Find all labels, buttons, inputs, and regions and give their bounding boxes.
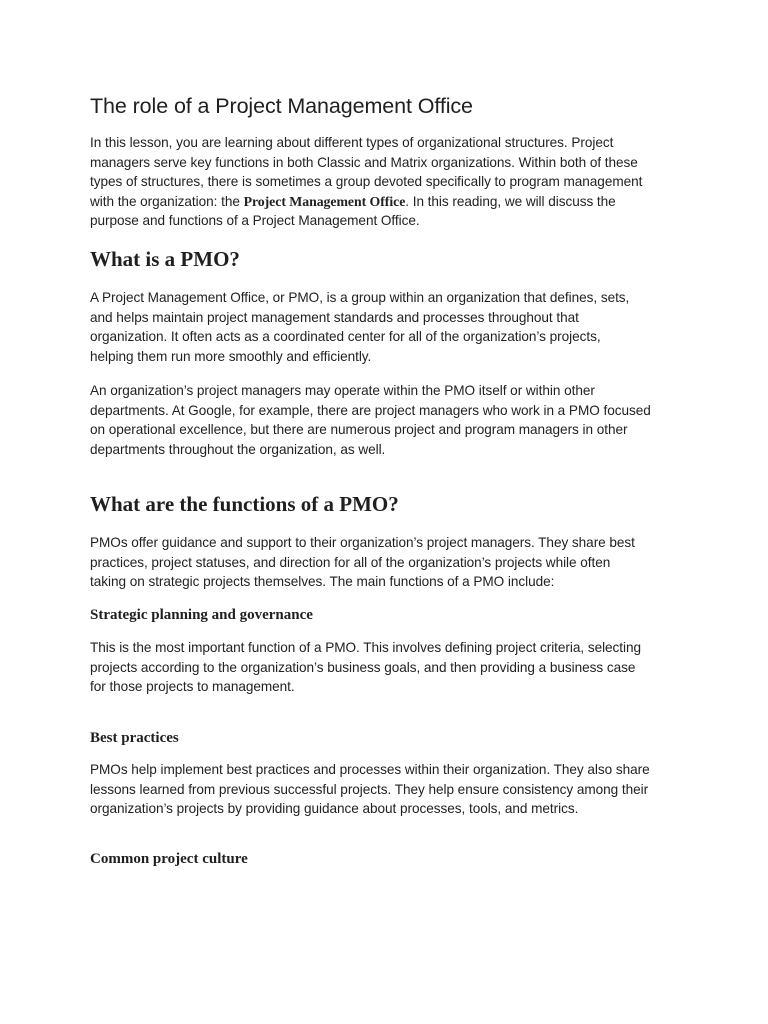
- strategic-planning-paragraph: [90, 638, 680, 697]
- paragraph-line: taking on strategic projects themselves. The main functions of a PMO include:: [90, 574, 555, 590]
- intro-line: [90, 192, 680, 212]
- paragraph-line: PMOs offer guidance and support to their organization’s project managers. They share best: [90, 535, 635, 550]
- intro-text: . In this reading, we will discuss the: [405, 193, 616, 209]
- paragraph-line: departments throughout the organization, as well.: [90, 441, 386, 457]
- intro-line: managers serve key functions in both Classic and Matrix organizations. Within both of these: [90, 154, 638, 170]
- paragraph-line: PMOs help implement best practices and processes within their organization. They also share: [90, 762, 650, 777]
- strategic-planning-heading: Strategic planning and governance: [90, 607, 313, 623]
- intro-line: In this lesson, you are learning about different types of organizational structures. Project: [90, 135, 614, 150]
- paragraph-line: projects according to the organization’s business goals, and then providing a business case: [90, 659, 636, 675]
- page-title: The role of a Project Management Office: [90, 94, 473, 118]
- paragraph-line: on operational excellence, but there are numerous project and program managers in other: [90, 422, 628, 438]
- intro-text: with the organization: the: [90, 193, 244, 209]
- paragraph-line: lessons learned from previous successful projects. They help ensure consistency among their: [90, 781, 649, 797]
- paragraph-line: for those projects to management.: [90, 679, 295, 695]
- paragraph-line: departments. At Google, for example, there are project managers who work in a PMO focused: [90, 402, 651, 418]
- common-culture-heading: Common project culture: [90, 851, 248, 867]
- paragraph-line: organization. It often acts as a coordinated center for all of the organization’s projects,: [90, 329, 601, 345]
- paragraph-line: practices, project statuses, and direction for all of the organization’s projects while often: [90, 554, 611, 570]
- functions-intro-paragraph: [90, 533, 680, 592]
- best-practices-paragraph: [90, 760, 680, 819]
- pmo-managers-paragraph: [90, 381, 680, 459]
- pmo-bold-term: Project Management Office: [243, 193, 406, 209]
- paragraph-line: organization’s projects by providing guidance about processes, tools, and metrics.: [90, 801, 579, 817]
- paragraph-line: and helps maintain project management standards and processes throughout that: [90, 309, 579, 325]
- functions-heading: What are the functions of a PMO?: [90, 492, 399, 516]
- paragraph-line: A Project Management Office, or PMO, is a group within an organization that defines, sets,: [90, 290, 630, 305]
- pmo-definition-paragraph: [90, 288, 680, 366]
- best-practices-heading: Best practices: [90, 730, 179, 746]
- paragraph-line: helping them run more smoothly and efficiently.: [90, 348, 372, 364]
- what-is-pmo-heading: What is a PMO?: [90, 247, 240, 271]
- paragraph-line: This is the most important function of a PMO. This involves defining project criteria, selecting: [90, 640, 642, 655]
- intro-line: types of structures, there is sometimes a group devoted specifically to program management: [90, 174, 643, 190]
- paragraph-line: An organization’s project managers may operate within the PMO itself or within other: [90, 383, 595, 398]
- intro-line: purpose and functions of a Project Management Office.: [90, 213, 420, 229]
- intro-paragraph: [90, 133, 680, 231]
